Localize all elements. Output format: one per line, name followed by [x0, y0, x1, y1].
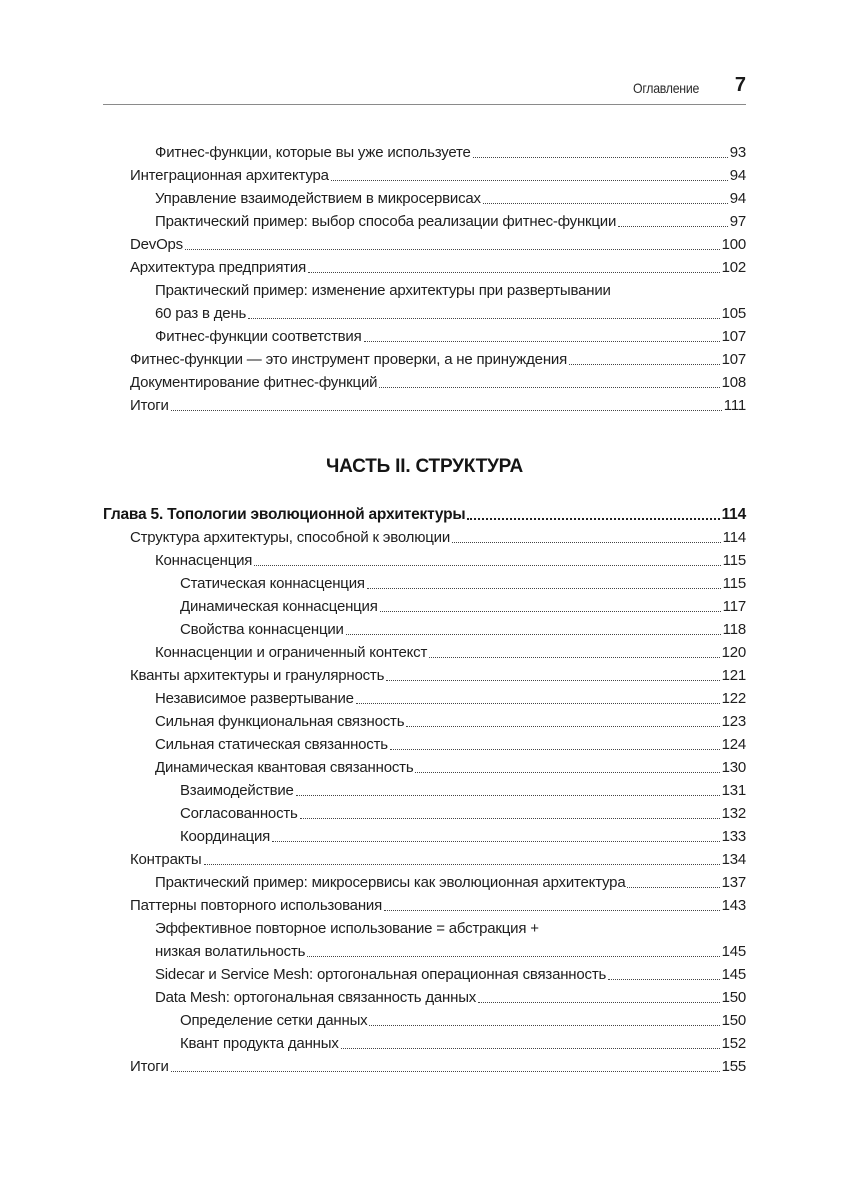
toc-entry-page: 150: [721, 1012, 746, 1029]
toc-entry[interactable]: [103, 210, 746, 233]
toc-entry-label: Итоги: [130, 1055, 170, 1078]
toc-entry-page: 143: [721, 897, 746, 914]
toc-entry[interactable]: [103, 848, 746, 871]
toc-entry-page: 115: [722, 575, 746, 592]
toc-entry-label: Data Mesh: ортогональная связанность данных: [155, 986, 477, 1009]
toc-entry-label: Sidecar и Service Mesh: ортогональная операционная связанность: [155, 963, 607, 986]
dot-leader: [331, 179, 728, 181]
toc-entry-label: Динамическая коннасценция: [180, 595, 379, 618]
toc-entry-page: 152: [721, 1035, 746, 1052]
dot-leader: [627, 886, 719, 888]
toc-entry-page: 97: [729, 213, 746, 230]
toc-entry-page: 102: [721, 259, 746, 276]
toc-entry-label: Фитнес-функции соответствия: [155, 325, 363, 348]
toc-entry-page: 118: [722, 621, 746, 638]
dot-leader: [248, 317, 719, 319]
dot-leader: [467, 517, 719, 520]
toc-entry[interactable]: [103, 618, 746, 641]
toc-entry-page: 145: [721, 966, 746, 983]
toc-entry-page: 115: [722, 552, 746, 569]
toc-entry-label: Сильная функциональная связность: [155, 710, 405, 733]
toc-entry[interactable]: [103, 986, 746, 1009]
dot-leader: [478, 1001, 719, 1003]
toc-entry[interactable]: [103, 871, 746, 894]
toc-entry[interactable]: [103, 779, 746, 802]
toc-entry-label: Сильная статическая связанность: [155, 733, 389, 756]
dot-leader: [185, 248, 720, 250]
toc-entry-page: 94: [729, 190, 746, 207]
toc-entry-label-line1: Эффективное повторное использование = абстракция +: [155, 917, 746, 940]
dot-leader: [171, 1070, 720, 1072]
toc-entry-label-line2: 60 раз в день: [155, 302, 247, 325]
toc-entry[interactable]: [103, 233, 746, 256]
dot-leader: [254, 564, 720, 566]
toc-entry-label: Структура архитектуры, способной к эволюции: [130, 526, 451, 549]
dot-leader: [346, 633, 721, 635]
toc-entry-label: Динамическая квантовая связанность: [155, 756, 414, 779]
toc-entry-label: DevOps: [130, 233, 184, 256]
dot-leader: [608, 978, 719, 980]
toc-entry[interactable]: [103, 802, 746, 825]
toc-entry[interactable]: [103, 894, 746, 917]
toc-section-part2: [103, 503, 746, 1078]
toc-entry-label: Контракты: [130, 848, 203, 871]
toc-entry-page: 145: [721, 943, 746, 960]
toc-entry-page: 107: [721, 351, 746, 368]
toc-entry-page: 122: [721, 690, 746, 707]
toc-entry-label: Коннасценция: [155, 549, 253, 572]
toc-entry[interactable]: [103, 595, 746, 618]
toc-entry[interactable]: [103, 526, 746, 549]
dot-leader: [406, 725, 719, 727]
toc-entry[interactable]: [103, 963, 746, 986]
dot-leader: [341, 1047, 720, 1049]
toc-entry-page: 114: [721, 506, 746, 523]
dot-leader: [308, 271, 720, 273]
toc-entry[interactable]: [103, 572, 746, 595]
dot-leader: [386, 679, 719, 681]
dot-leader: [380, 610, 721, 612]
toc-entry[interactable]: [103, 1032, 746, 1055]
toc-entry-page: 120: [721, 644, 746, 661]
dot-leader: [204, 863, 720, 865]
toc-entry[interactable]: [103, 710, 746, 733]
dot-leader: [171, 409, 722, 411]
page-number: 7: [734, 74, 746, 96]
toc-entry-page: 105: [721, 305, 746, 322]
toc-entry-page: 130: [721, 759, 746, 776]
toc-entry-page: 121: [721, 667, 746, 684]
toc-entry-page: 133: [721, 828, 746, 845]
toc-entry-label: Кванты архитектуры и гранулярность: [130, 664, 385, 687]
dot-leader: [379, 386, 719, 388]
toc-entry-label: Глава 5. Топологии эволюционной архитектуры: [103, 503, 466, 526]
toc-entry-label-line2: низкая волатильность: [155, 940, 306, 963]
toc-entry-label: Практический пример: микросервисы как эволюционная архитектура: [155, 871, 626, 894]
toc-entry-label: Координация: [180, 825, 271, 848]
page-header: [103, 72, 746, 105]
toc-entry-page: 123: [721, 713, 746, 730]
toc-entry[interactable]: [103, 549, 746, 572]
toc-entry-page: 111: [723, 397, 746, 414]
toc-entry[interactable]: [103, 256, 746, 279]
dot-leader: [384, 909, 720, 911]
toc-entry-page: 137: [721, 874, 746, 891]
toc-entry-label: Практический пример: выбор способа реализации фитнес-функции: [155, 210, 617, 233]
toc-entry[interactable]: [103, 917, 746, 963]
dot-leader: [300, 817, 720, 819]
dot-leader: [364, 340, 720, 342]
toc-entry-label: Независимое развертывание: [155, 687, 355, 710]
toc-entry-label: Квант продукта данных: [180, 1032, 340, 1055]
toc-entry[interactable]: [103, 141, 746, 164]
toc-entry-page: 131: [721, 782, 746, 799]
toc-entry-page: 150: [721, 989, 746, 1006]
toc-entry-page: 94: [729, 167, 746, 184]
toc-entry[interactable]: [103, 756, 746, 779]
toc-entry-label: Согласованность: [180, 802, 299, 825]
dot-leader: [415, 771, 719, 773]
toc-entry-label: Паттерны повторного использования: [130, 894, 383, 917]
dot-leader: [307, 955, 719, 957]
dot-leader: [367, 587, 721, 589]
running-title: Оглавление: [632, 80, 699, 96]
toc-entry[interactable]: [103, 687, 746, 710]
toc-entry[interactable]: [103, 664, 746, 687]
toc-entry[interactable]: [103, 1009, 746, 1032]
dot-leader: [452, 541, 721, 543]
toc-entry-page: 114: [722, 529, 746, 546]
dot-leader: [369, 1024, 719, 1026]
toc-entry-page: 132: [721, 805, 746, 822]
dot-leader: [473, 156, 728, 158]
dot-leader: [356, 702, 720, 704]
dot-leader: [429, 656, 719, 658]
toc-entry-label: Свойства коннасценции: [180, 618, 345, 641]
toc-entry-label: Итоги: [130, 394, 170, 417]
toc-entry[interactable]: [103, 394, 746, 417]
toc-entry[interactable]: [103, 371, 746, 394]
toc-entry-label: Определение сетки данных: [180, 1009, 368, 1032]
toc-entry-label: Интеграционная архитектура: [130, 164, 330, 187]
dot-leader: [390, 748, 720, 750]
toc-entry-label: Взаимодействие: [180, 779, 295, 802]
toc-entry-page: 107: [721, 328, 746, 345]
toc-entry-page: 155: [721, 1058, 746, 1075]
toc-entry-page: 108: [721, 374, 746, 391]
toc-entry-label: Архитектура предприятия: [130, 256, 307, 279]
toc-entry[interactable]: [103, 641, 746, 664]
toc-entry-label: Фитнес-функции — это инструмент проверки, а не принуждения: [130, 348, 568, 371]
toc-entry-page: 100: [721, 236, 746, 253]
toc-entry[interactable]: [103, 279, 746, 325]
part-title: ЧАСТЬ II. СТРУКТУРА: [325, 456, 524, 477]
dot-leader: [296, 794, 720, 796]
toc-entry[interactable]: [103, 164, 746, 187]
toc-entry-label: Документирование фитнес-функций: [130, 371, 378, 394]
toc-entry[interactable]: [103, 1055, 746, 1078]
toc-entry-label: Статическая коннасценция: [180, 572, 366, 595]
toc-entry-label: Управление взаимодействием в микросервисах: [155, 187, 482, 210]
dot-leader: [483, 202, 728, 204]
toc-entry-page: 124: [721, 736, 746, 753]
toc-entry[interactable]: [103, 825, 746, 848]
toc-entry-page: 134: [721, 851, 746, 868]
toc-entry-label: Фитнес-функции, которые вы уже используете: [155, 141, 472, 164]
toc-section-part1-continued: [103, 141, 746, 417]
dot-leader: [569, 363, 720, 365]
dot-leader: [618, 225, 728, 227]
toc-entry-label: Коннасценции и ограниченный контекст: [155, 641, 428, 664]
toc-chapter-entry[interactable]: [103, 503, 746, 526]
toc-entry[interactable]: [103, 187, 746, 210]
toc-entry[interactable]: [103, 733, 746, 756]
toc-entry-page: 93: [729, 144, 746, 161]
toc-entry-page: 117: [722, 598, 746, 615]
dot-leader: [272, 840, 719, 842]
toc-entry[interactable]: [103, 348, 746, 371]
toc-entry-label-line1: Практический пример: изменение архитектуры при развертывании: [155, 279, 746, 302]
toc-entry[interactable]: [103, 325, 746, 348]
